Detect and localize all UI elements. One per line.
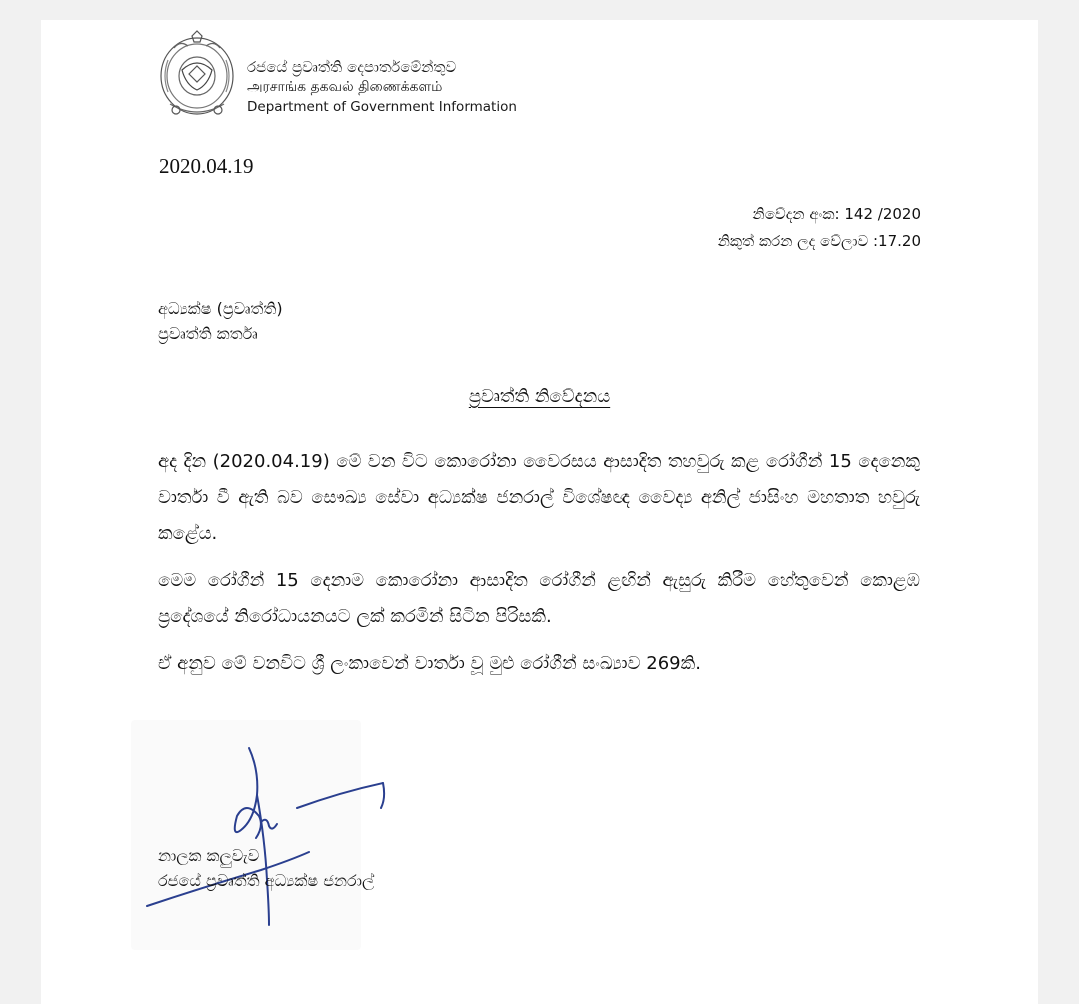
letterhead — [156, 30, 576, 120]
handwritten-signature-icon — [131, 720, 461, 960]
signature-area — [131, 720, 461, 960]
release-number: නිවේදන අංක: 142 /2020 — [752, 205, 921, 223]
document-date: 2020.04.19 — [159, 154, 254, 178]
recipient-line-1: අධ්‍යක්ෂ (ප්‍රවෘත්ති) — [158, 299, 283, 318]
department-name-block — [247, 57, 517, 117]
document-page — [41, 20, 1038, 1004]
document-body — [158, 444, 920, 693]
sri-lanka-government-emblem-icon — [156, 30, 238, 118]
body-paragraph-1: අද දින (2020.04.19) මේ වන විට කොරෝනා වෛරසය ආසාදිත තහවුරු කළ රෝගීන් 15 දෙනෙකු වාර්තා වී ඇති බව සෞඛ්‍ය සේවා අධ්‍යක්ෂ ජනරාල් විශේෂඥ වෛද්‍ය අනිල් ජාසිංහ මහතාත හවුරු කළේය. — [158, 451, 920, 544]
signatory-name: නාලක කලුවැව — [158, 846, 260, 865]
signatory-block — [158, 843, 374, 893]
department-name-tamil: அரசாங்க தகவல் திணைக்களம் — [247, 79, 443, 95]
recipient-block — [158, 296, 283, 346]
release-reference — [718, 201, 921, 255]
body-paragraph-3: ඒ අනුව මේ වනවිට ශ්‍රී ලංකාවෙන් වාර්තා වූ මුළු රෝගීන් සංඛ්‍යාව 269කි. — [158, 653, 701, 674]
department-name-sinhala: රජයේ ප්‍රවෘත්ති දෙපාර්තමේන්තුව — [247, 58, 457, 76]
release-time: නිකුත් කරන ලද වේලාව :17.20 — [717, 232, 921, 250]
document-heading: ප්‍රවෘත්ති නිවේදනය — [468, 386, 611, 407]
department-name-english: Department of Government Information — [247, 99, 517, 115]
recipient-line-2: ප්‍රවෘත්ති කර්තෘ — [158, 324, 258, 343]
body-paragraph-2: මෙම රෝගීන් 15 දෙනාම කොරෝනා ආසාදිත රෝගීන් ළඟින් ඇසුරු කිරීම හේතුවෙන් කොළඹ ප්‍රදේශයේ නිරෝධායනයට ලක් කරමින් සිටින පිරිසකි. — [158, 570, 920, 627]
signatory-title: රජයේ ප්‍රවෘත්ති අධ්‍යක්ෂ ජනරාල් — [158, 871, 375, 890]
